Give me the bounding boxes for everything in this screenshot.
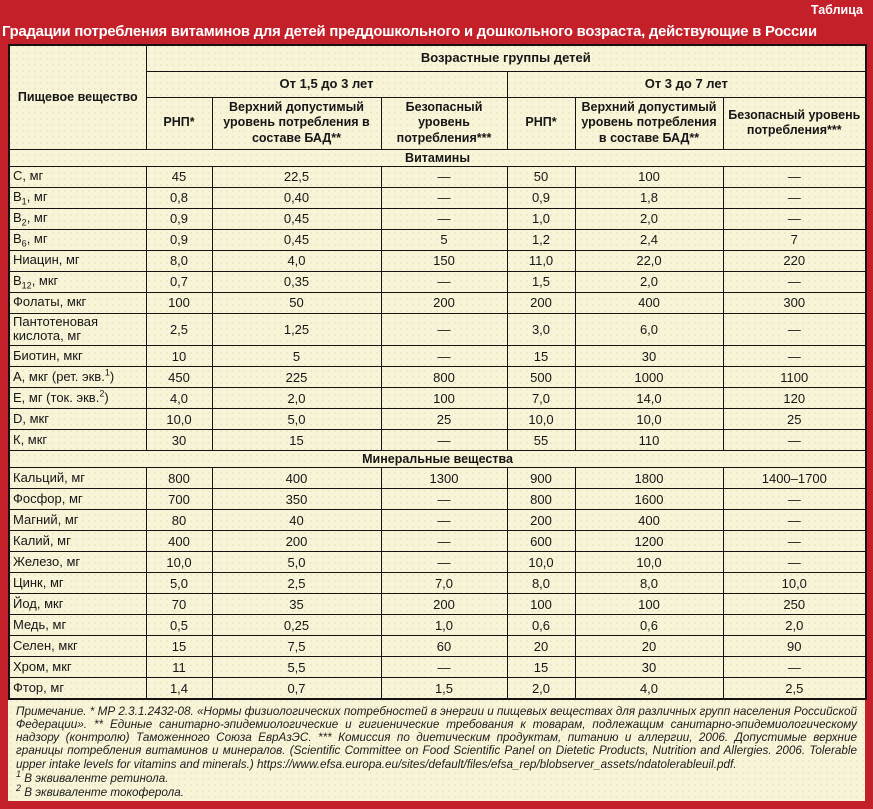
value-cell: 20 (507, 636, 575, 657)
value-cell: 1,0 (381, 615, 507, 636)
food-substance-column-header: Пищевое вещество (9, 45, 146, 149)
value-cell: 300 (723, 292, 866, 313)
nutrient-name-cell: С, мг (9, 166, 146, 187)
value-cell: 22,0 (575, 250, 723, 271)
value-cell: 90 (723, 636, 866, 657)
value-cell: 25 (723, 409, 866, 430)
upper-level-header-2: Верхний допустимый уровень потребления в составе БАД** (575, 97, 723, 149)
value-cell: 0,8 (146, 187, 212, 208)
value-cell: 0,6 (575, 615, 723, 636)
value-cell: — (381, 531, 507, 552)
value-cell: 0,6 (507, 615, 575, 636)
upper-level-header-1: Верхний допустимый уровень потребления в составе БАД** (212, 97, 381, 149)
value-cell: 120 (723, 388, 866, 409)
table-row (9, 615, 866, 636)
value-cell: 400 (146, 531, 212, 552)
table-note: Примечание. * МР 2.3.1.2432-08. «Нормы физиологических потребностей в энергии и пищевых веществах для различных групп населения Российской Федерации». ** Единые санитарно-эпидемиологические и гигиенические требования к товарам, подлежащим санитарно-эпидемиологическому надзору (контролю) Таможенного Союза ЕврАзЭС. *** Комиссия по диетическим продуктам, питанию и аллергии, 2006. Допустимые верхние границы потребления витаминов и минералов. (Scientific Committee on Food Scientific Panel on Dietetic Products, Nutrition and Allergies. 2006. Tolerable upper intake levels for vitamins and minerals.) https://www.efsa.europa.eu/sites/default/files/efsa_rep/blobserver_assets/ndatolerableuil.pdf. (16, 704, 857, 771)
table-row (9, 573, 866, 594)
table-row (9, 271, 866, 292)
nutrient-name-cell: К, мкг (9, 430, 146, 451)
value-cell: — (723, 187, 866, 208)
value-cell: 6,0 (575, 313, 723, 346)
value-cell: 0,9 (507, 187, 575, 208)
value-cell: 400 (212, 468, 381, 489)
value-cell: — (723, 531, 866, 552)
value-cell: 250 (723, 594, 866, 615)
table-paper-area (8, 44, 865, 801)
value-cell: 2,4 (575, 229, 723, 250)
value-cell: — (381, 510, 507, 531)
value-cell: — (723, 166, 866, 187)
value-cell: — (723, 552, 866, 573)
value-cell: 1,25 (212, 313, 381, 346)
value-cell: 200 (212, 531, 381, 552)
nutrient-name-cell: $В_2$, мг (9, 208, 146, 229)
nutrient-name-cell: $В_1$, мг (9, 187, 146, 208)
value-cell: 500 (507, 367, 575, 388)
value-cell: — (723, 271, 866, 292)
value-cell: 1000 (575, 367, 723, 388)
value-cell: 45 (146, 166, 212, 187)
value-cell: 0,7 (146, 271, 212, 292)
nutrient-name-cell: Йод, мкг (9, 594, 146, 615)
age-groups-header: Возрастные группы детей (146, 45, 866, 71)
value-cell: — (723, 430, 866, 451)
value-cell: — (723, 313, 866, 346)
value-cell: 400 (575, 510, 723, 531)
table-row (9, 409, 866, 430)
value-cell: 10,0 (507, 552, 575, 573)
value-cell: 1,4 (146, 678, 212, 699)
value-cell: 15 (212, 430, 381, 451)
nutrient-name-cell: Медь, мг (9, 615, 146, 636)
value-cell: 5 (381, 229, 507, 250)
value-cell: 8,0 (507, 573, 575, 594)
section-title: Минеральные вещества (9, 451, 866, 468)
value-cell: 200 (381, 292, 507, 313)
nutrient-name-cell: Фосфор, мг (9, 489, 146, 510)
table-row (9, 166, 866, 187)
red-header-band (0, 0, 873, 44)
value-cell: — (723, 489, 866, 510)
value-cell: 2,5 (146, 313, 212, 346)
age-group-1-header: От 1,5 до 3 лет (146, 71, 507, 97)
value-cell: — (381, 166, 507, 187)
value-cell: 800 (507, 489, 575, 510)
value-cell: 450 (146, 367, 212, 388)
value-cell: 1,0 (507, 208, 575, 229)
section-header-row (9, 451, 866, 468)
value-cell: 7,0 (381, 573, 507, 594)
nutrient-name-cell: Железо, мг (9, 552, 146, 573)
value-cell: 25 (381, 409, 507, 430)
value-cell: 4,0 (146, 388, 212, 409)
nutrient-name-cell: Фтор, мг (9, 678, 146, 699)
value-cell: 200 (507, 292, 575, 313)
value-cell: 800 (381, 367, 507, 388)
value-cell: 8,0 (146, 250, 212, 271)
value-cell: 200 (507, 510, 575, 531)
value-cell: 0,35 (212, 271, 381, 292)
value-cell: 1600 (575, 489, 723, 510)
value-cell: 60 (381, 636, 507, 657)
nutrient-name-cell: $В_6$, мг (9, 229, 146, 250)
value-cell: 2,5 (212, 573, 381, 594)
value-cell: 10,0 (723, 573, 866, 594)
value-cell: 1,2 (507, 229, 575, 250)
age-group-2-header: От 3 до 7 лет (507, 71, 866, 97)
value-cell: 100 (575, 594, 723, 615)
table-row (9, 250, 866, 271)
value-cell: 220 (723, 250, 866, 271)
value-cell: 0,40 (212, 187, 381, 208)
value-cell: 10,0 (146, 552, 212, 573)
value-cell: 2,0 (723, 615, 866, 636)
table-row (9, 430, 866, 451)
value-cell: 10 (146, 346, 212, 367)
value-cell: 22,5 (212, 166, 381, 187)
value-cell: 110 (575, 430, 723, 451)
value-cell: 50 (212, 292, 381, 313)
value-cell: 80 (146, 510, 212, 531)
value-cell: 1200 (575, 531, 723, 552)
nutrient-name-cell: А, мкг (рет. экв.$^1$) (9, 367, 146, 388)
value-cell: 30 (146, 430, 212, 451)
safe-level-header-1: Безопасный уровень потребления*** (381, 97, 507, 149)
table-row (9, 678, 866, 699)
corner-label: Таблица (810, 3, 863, 17)
value-cell: 14,0 (575, 388, 723, 409)
vitamin-intake-table (8, 44, 867, 700)
value-cell: — (381, 346, 507, 367)
value-cell: 7 (723, 229, 866, 250)
table-row (9, 468, 866, 489)
value-cell: 11 (146, 657, 212, 678)
value-cell: 225 (212, 367, 381, 388)
nutrient-name-cell: Биотин, мкг (9, 346, 146, 367)
value-cell: 0,45 (212, 229, 381, 250)
value-cell: 20 (575, 636, 723, 657)
table-row (9, 208, 866, 229)
page-title: Градации потребления витаминов для детей преддошкольного и дошкольного возраста, действующие в России (2, 24, 817, 40)
value-cell: 1300 (381, 468, 507, 489)
value-cell: 100 (381, 388, 507, 409)
value-cell: 0,25 (212, 615, 381, 636)
table-row (9, 657, 866, 678)
footnote-1-text: В эквиваленте ретинола. (24, 771, 169, 785)
value-cell: 200 (381, 594, 507, 615)
nutrient-name-cell: Селен, мкг (9, 636, 146, 657)
nutrient-name-cell: Кальций, мг (9, 468, 146, 489)
value-cell: 2,0 (507, 678, 575, 699)
value-cell: 600 (507, 531, 575, 552)
value-cell: 15 (507, 346, 575, 367)
value-cell: 350 (212, 489, 381, 510)
value-cell: 100 (575, 166, 723, 187)
value-cell: 0,9 (146, 208, 212, 229)
value-cell: 150 (381, 250, 507, 271)
table-row (9, 531, 866, 552)
footnote-2 (16, 783, 857, 799)
value-cell: 15 (146, 636, 212, 657)
footnote-2-text: В эквиваленте токоферола. (24, 785, 184, 799)
table-header (9, 45, 866, 149)
value-cell: 7,0 (507, 388, 575, 409)
value-cell: 5,0 (212, 409, 381, 430)
value-cell: 1400–1700 (723, 468, 866, 489)
value-cell: 5,5 (212, 657, 381, 678)
value-cell: — (381, 552, 507, 573)
value-cell: 0,5 (146, 615, 212, 636)
value-cell: 0,7 (212, 678, 381, 699)
nutrient-name-cell: $В_{12}$, мкг (9, 271, 146, 292)
value-cell: 5 (212, 346, 381, 367)
table-row (9, 594, 866, 615)
value-cell: 10,0 (507, 409, 575, 430)
value-cell: — (723, 346, 866, 367)
value-cell: 40 (212, 510, 381, 531)
section-header-row (9, 149, 866, 166)
table-row (9, 552, 866, 573)
nutrient-name-cell: Пантотеновая кислота, мг (9, 313, 146, 346)
value-cell: 1800 (575, 468, 723, 489)
value-cell: — (381, 489, 507, 510)
value-cell: — (723, 657, 866, 678)
nutrient-name-cell: Калий, мг (9, 531, 146, 552)
value-cell: 4,0 (212, 250, 381, 271)
value-cell: — (381, 657, 507, 678)
value-cell: 55 (507, 430, 575, 451)
value-cell: 800 (146, 468, 212, 489)
table-row (9, 388, 866, 409)
nutrient-name-cell: Магний, мг (9, 510, 146, 531)
value-cell: 700 (146, 489, 212, 510)
value-cell: 10,0 (575, 552, 723, 573)
value-cell: 35 (212, 594, 381, 615)
value-cell: 30 (575, 346, 723, 367)
value-cell: 50 (507, 166, 575, 187)
value-cell: — (381, 313, 507, 346)
section-title: Витамины (9, 149, 866, 166)
value-cell: 0,9 (146, 229, 212, 250)
value-cell: 2,0 (575, 208, 723, 229)
value-cell: 1,5 (381, 678, 507, 699)
footnote-2-marker: 2 (16, 783, 22, 793)
nutrient-name-cell: Цинк, мг (9, 573, 146, 594)
value-cell: 2,5 (723, 678, 866, 699)
table-row (9, 187, 866, 208)
value-cell: 2,0 (212, 388, 381, 409)
value-cell: — (723, 208, 866, 229)
value-cell: — (723, 510, 866, 531)
nutrient-name-cell: Фолаты, мкг (9, 292, 146, 313)
value-cell: 2,0 (575, 271, 723, 292)
nutrient-name-cell: Хром, мкг (9, 657, 146, 678)
value-cell: 10,0 (575, 409, 723, 430)
value-cell: 0,45 (212, 208, 381, 229)
nutrient-name-cell: Е, мг (ток. экв.$^2$) (9, 388, 146, 409)
value-cell: 100 (507, 594, 575, 615)
value-cell: 5,0 (212, 552, 381, 573)
value-cell: 10,0 (146, 409, 212, 430)
table-row (9, 292, 866, 313)
table-row (9, 313, 866, 346)
rnp-header-1: РНП* (146, 97, 212, 149)
value-cell: — (381, 208, 507, 229)
nutrient-name-cell: Ниацин, мг (9, 250, 146, 271)
value-cell: 100 (146, 292, 212, 313)
value-cell: 1100 (723, 367, 866, 388)
value-cell: 900 (507, 468, 575, 489)
table-row (9, 346, 866, 367)
value-cell: 11,0 (507, 250, 575, 271)
value-cell: 5,0 (146, 573, 212, 594)
table-row (9, 636, 866, 657)
header-row-age-groups (9, 45, 866, 71)
value-cell: 15 (507, 657, 575, 678)
table-row (9, 367, 866, 388)
value-cell: 7,5 (212, 636, 381, 657)
value-cell: 30 (575, 657, 723, 678)
value-cell: 70 (146, 594, 212, 615)
nutrient-name-cell: D, мкг (9, 409, 146, 430)
value-cell: 8,0 (575, 573, 723, 594)
safe-level-header-2: Безопасный уровень потребления*** (723, 97, 866, 149)
table-row (9, 510, 866, 531)
rnp-header-2: РНП* (507, 97, 575, 149)
value-cell: 1,8 (575, 187, 723, 208)
value-cell: 4,0 (575, 678, 723, 699)
footnote-1 (16, 769, 857, 785)
value-cell: — (381, 271, 507, 292)
value-cell: 400 (575, 292, 723, 313)
value-cell: 3,0 (507, 313, 575, 346)
footnote-block (8, 700, 865, 799)
value-cell: — (381, 430, 507, 451)
value-cell: 1,5 (507, 271, 575, 292)
value-cell: — (381, 187, 507, 208)
table-row (9, 489, 866, 510)
table-body (9, 149, 866, 699)
table-row (9, 229, 866, 250)
footnote-1-marker: 1 (16, 769, 22, 779)
